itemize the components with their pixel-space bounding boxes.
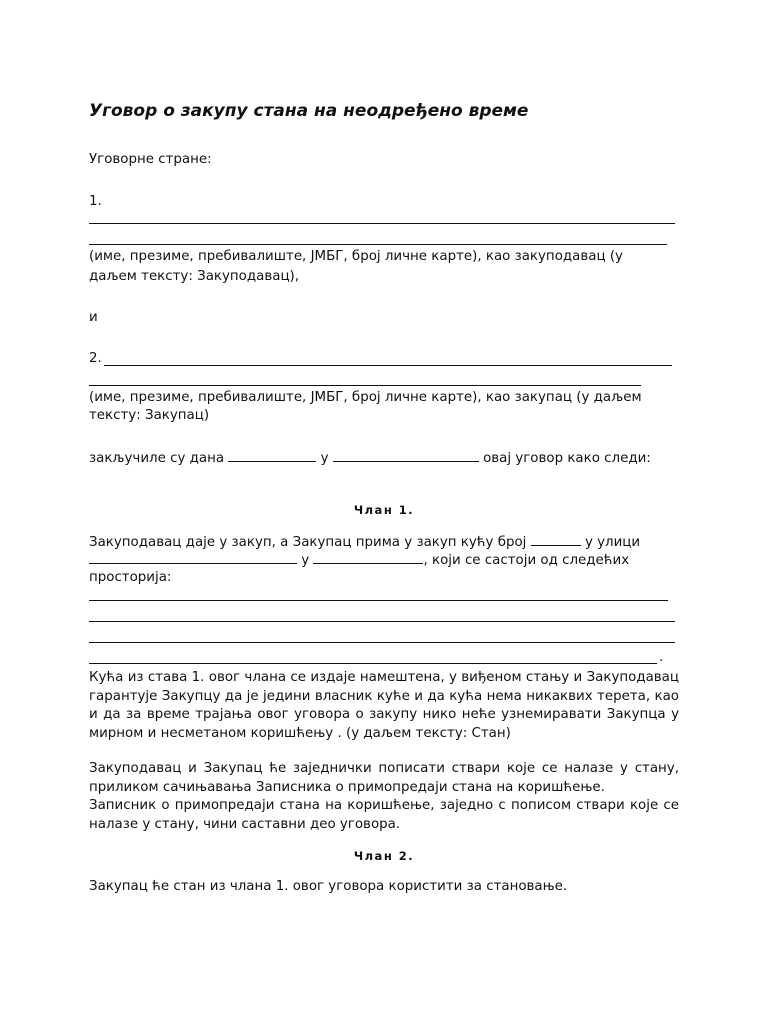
party1-number: 1. (89, 194, 102, 209)
concluded-text: овај уговор како следи: (483, 451, 651, 466)
document-page (89, 0, 679, 1024)
article-1-heading: Члан 1. (353, 503, 415, 517)
blank-line (89, 223, 675, 224)
blank-line (89, 600, 668, 601)
party1-description: даљем тексту: Закуподавац), (89, 269, 300, 284)
article-2-paragraph-1: Закупац ће стан из члана 1. овог уговора користити за становање. (89, 879, 568, 894)
parties-label: Уговорне стране: (89, 152, 212, 167)
line-end-dot: . (659, 650, 664, 665)
concluded-sentence (89, 449, 679, 469)
article-2-heading: Члан 2. (353, 849, 415, 863)
city-blank (313, 551, 423, 564)
article-1-paragraph-4: Записник о примопредаји стана на коришћење, заједно с пописом ствари које се налазе у стану, чини саставни део уговора. (89, 798, 679, 832)
blank-line (89, 621, 675, 622)
article-1-paragraph-2: Кућа из става 1. овог члана се издаје намештена, у виђеном стању и Закуподавац гарантује Закупцу да је једини власник куће и да кућа нема никаквих терета, као и да за време трајања овог уговора о закупу нико неће узнемиравати Закупца у мирном и несметаном коришћењу . (у даљем тексту: Стан) (89, 670, 679, 741)
party1-description: (име, презиме, пребивалиште, ЈМБГ, број личне карте), као закуподавац (у (89, 249, 623, 264)
document-title: Уговор о закупу стана на неодређено време (89, 101, 529, 121)
house-number-blank (531, 533, 581, 546)
concluded-text: закључиле су дана (89, 451, 225, 466)
article-1-text: Закуподавац даје у закуп, а Закупац прима у закуп кућу број (89, 535, 527, 550)
article-1-text: у (301, 553, 310, 568)
date-blank (228, 449, 316, 462)
concluded-text: у (320, 451, 329, 466)
article-1-paragraph-3: Закуподавац и Закупац ће заједнички пописати ствари које се налазе у стану, приликом сачињавања Записника о примопредаји стана на коришћење. (89, 761, 679, 795)
place-blank (333, 449, 479, 462)
article-1-line (89, 551, 679, 571)
party2-number: 2. (89, 351, 102, 366)
and-word: и (89, 310, 98, 325)
article-1-line (89, 533, 679, 553)
party2-description: тексту: Закупац) (89, 408, 210, 423)
article-1-text: у улици (584, 535, 641, 550)
blank-line (89, 244, 667, 245)
blank-line (89, 385, 641, 386)
blank-line (89, 663, 657, 664)
party2-description: (име, презиме, пребивалиште, ЈМБГ, број личне карте), као закупац (у даљем (89, 390, 642, 405)
article-1-text: , који се састоји од следећих (423, 553, 630, 568)
article-1-line: просторија: (89, 570, 172, 585)
street-blank (89, 551, 297, 564)
blank-line (89, 642, 675, 643)
blank-line (104, 365, 672, 366)
